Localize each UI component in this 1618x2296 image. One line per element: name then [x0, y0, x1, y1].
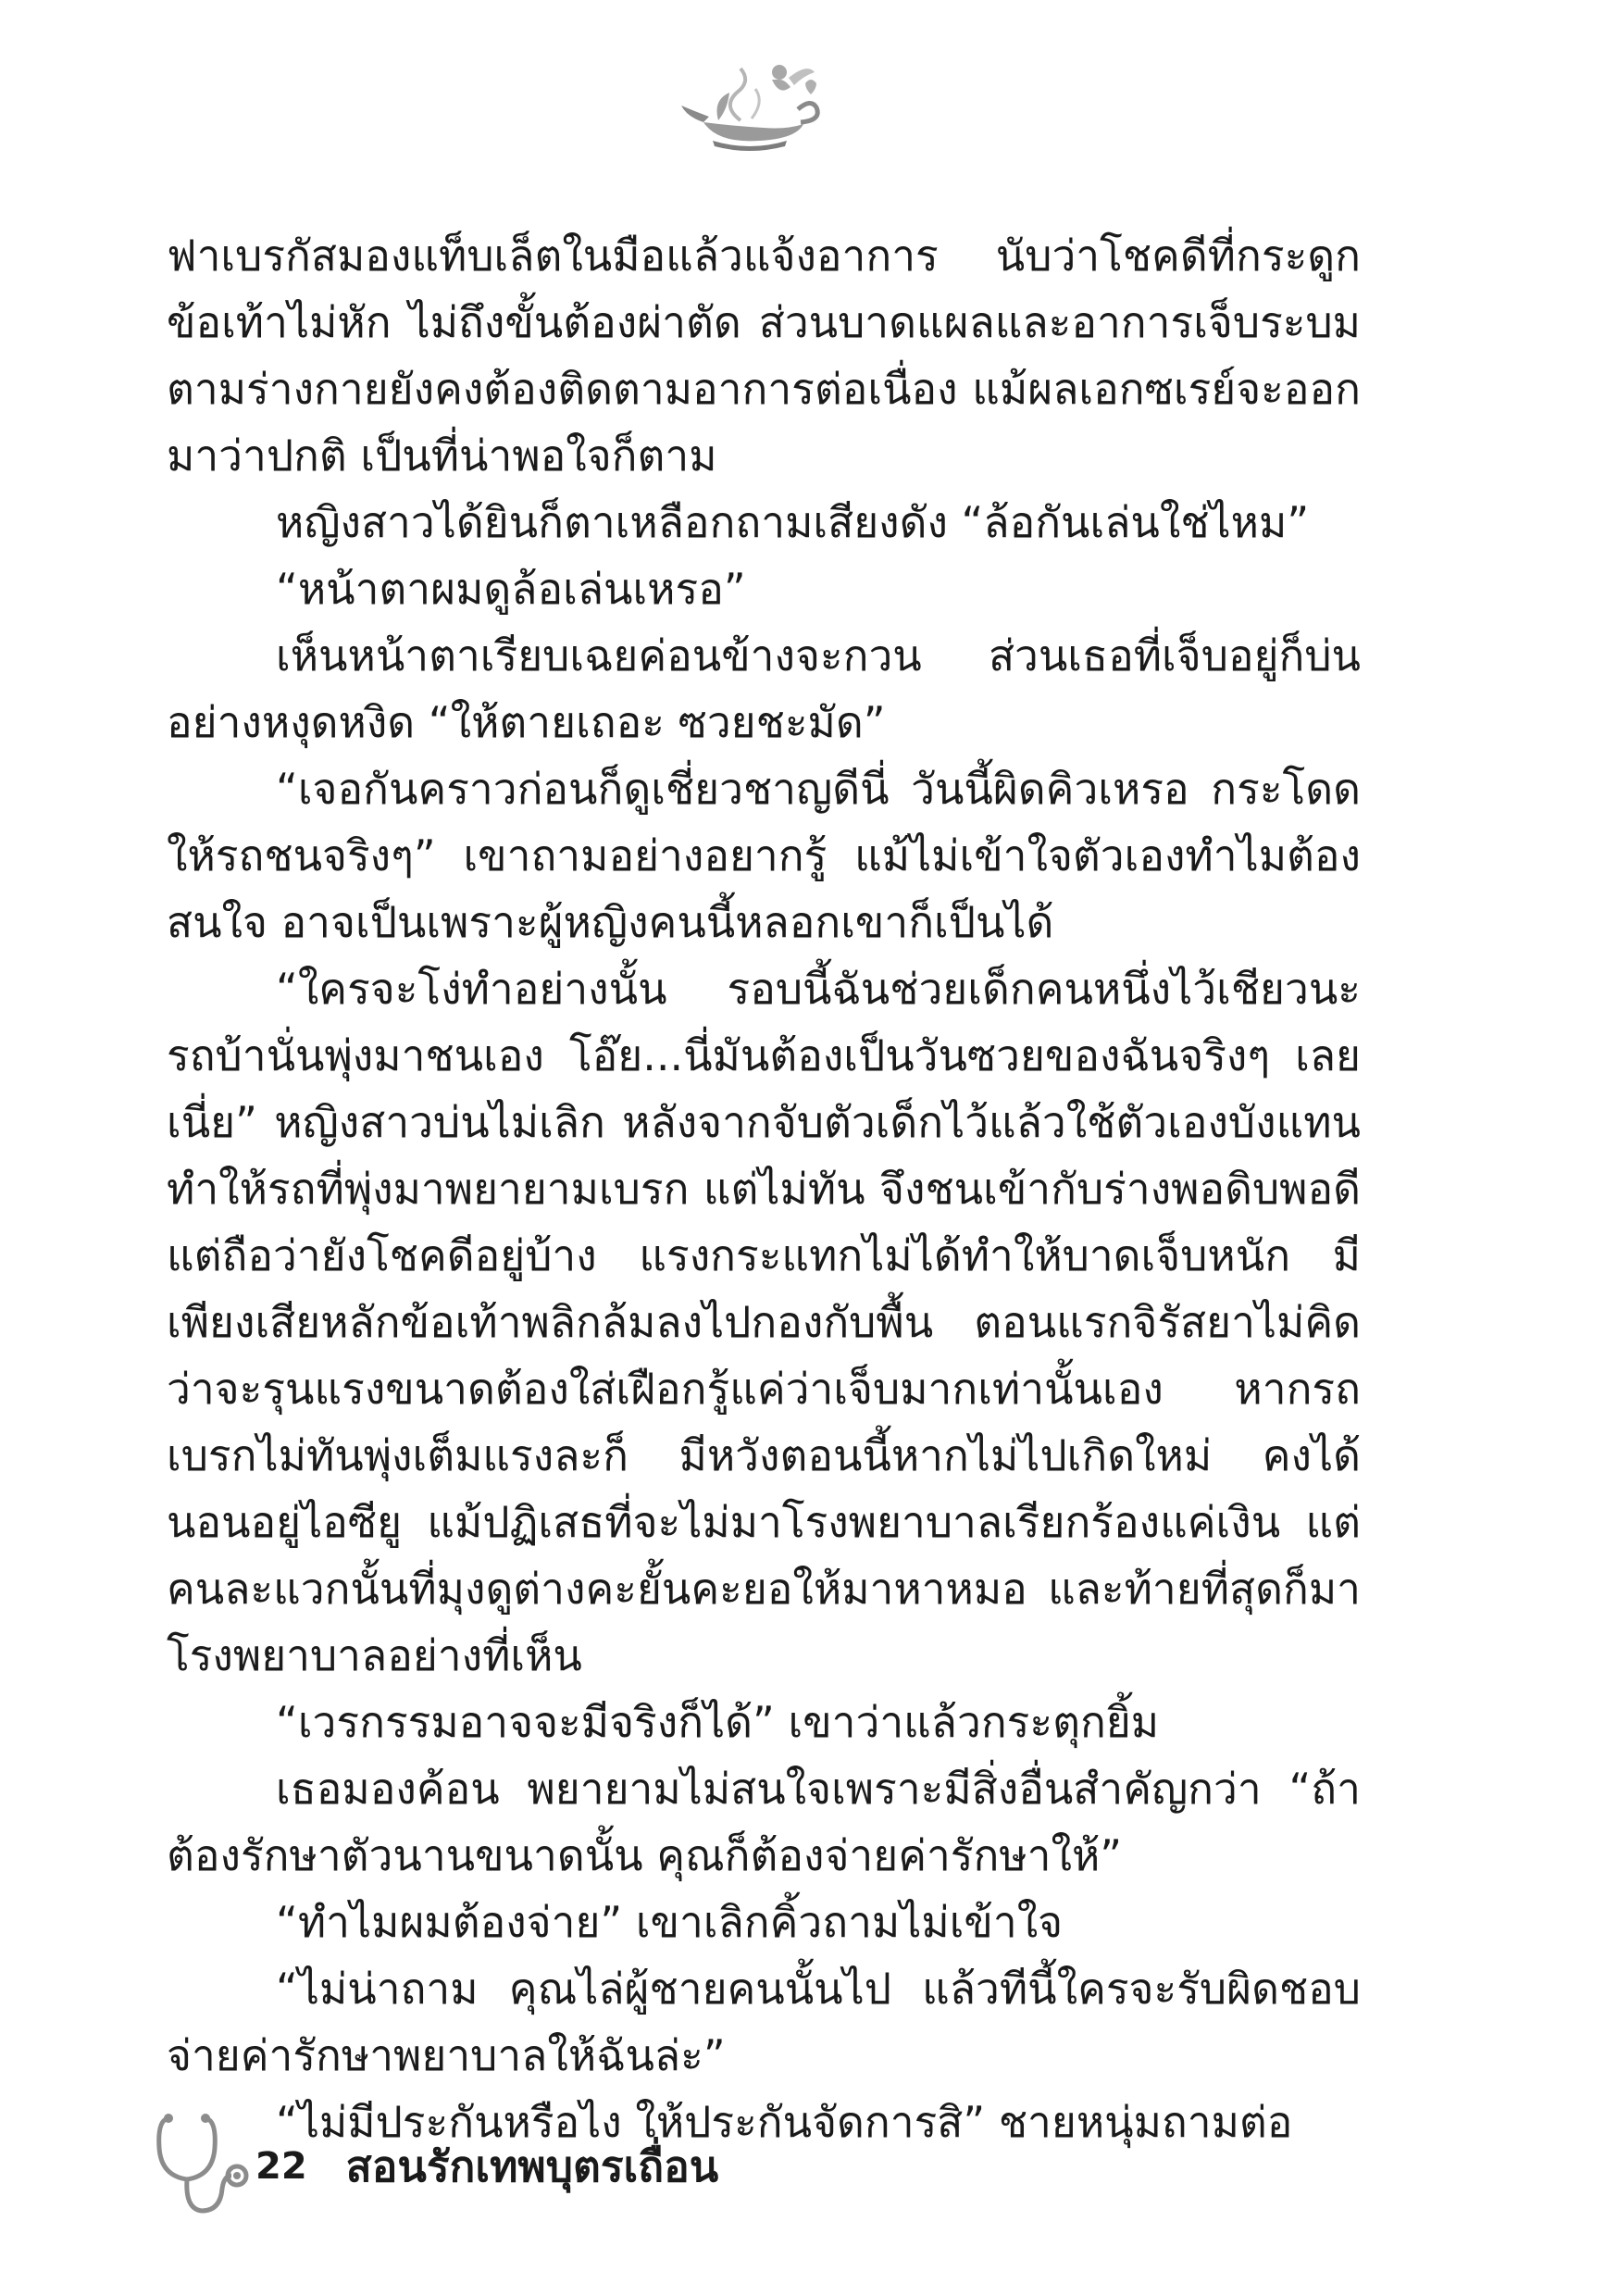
page-footer — [148, 2111, 718, 2222]
paragraph: หญิงสาวได้ยินก็ตาเหลือกถามเสียงดัง “ล้อกันเล่นใช่ไหม” — [276, 497, 1310, 547]
book-title: สอนรักเทพบุตรเถื่อน — [345, 2140, 719, 2191]
paragraph: “ใครจะโง่ทำอย่างนั้น รอบนี้ฉันช่วยเด็กคนหนึ่งไว้เชียวนะ รถบ้านั่นพุ่งมาชนเอง โอ๊ย...นี่มันต้องเป็นวันซวยของฉันจริงๆ เลยเนี่ย” หญิงสาวบ่นไม่เลิก หลังจากจับตัวเด็กไว้แล้วใช้ตัวเองบังแทนทำให้รถที่พุ่งมาพยายามเบรก แต่ไม่ทัน จึงชนเข้ากับร่างพอดิบพอดี แต่ถือว่ายังโชคดีอยู่บ้าง แรงกระแทกไม่ได้ทำให้บาดเจ็บหนัก มีเพียงเสียหลักข้อเท้าพลิกล้มลงไปกองกับพื้น ตอนแรกจิรัสยาไม่คิดว่าจะรุนแรงขนาดต้องใส่เฝือกรู้แค่ว่าเจ็บมากเท่านั้นเอง หากรถเบรกไม่ทันพุ่งเต็มแรงละก็ มีหวังตอนนี้หากไม่ไปเกิดใหม่ คงได้นอนอยู่ไอซียู แม้ปฏิเสธที่จะไม่มาโรงพยาบาลเรียกร้องแค่เงิน แต่คนละแวกนั้นที่มุงดูต่างคะยั้นคะยอให้มาหาหมอ และท้ายที่สุดก็มาโรงพยาบาลอย่างที่เห็น — [167, 964, 1361, 1680]
paragraph: “เจอกันคราวก่อนก็ดูเชี่ยวชาญดีนี่ วันนี้ผิดคิวเหรอ กระโดดให้รถชนจริงๆ” เขาถามอย่างอยากรู้ แม้ไม่เข้าใจตัวเองทำไมต้องสนใจ อาจเป็นเพราะผู้หญิงคนนี้หลอกเขาก็เป็นได้ — [167, 764, 1361, 947]
paragraph: เห็นหน้าตาเรียบเฉยค่อนข้างจะกวน ส่วนเธอที่เจ็บอยู่ก็บ่นอย่างหงุดหงิด “ให้ตายเถอะ ซวยชะมัด” — [167, 630, 1361, 747]
page-number: 22 — [255, 2145, 307, 2188]
paragraph: “ไม่มีประกันหรือไง ให้ประกันจัดการสิ” ชายหนุ่มถามต่อ — [276, 2097, 1293, 2147]
body-text — [167, 222, 1361, 2155]
stethoscope-icon — [148, 2111, 250, 2222]
cupid-lamp-ornament-icon — [676, 56, 824, 157]
paragraph: “ทำไมผมต้องจ่าย” เขาเลิกคิ้วถามไม่เข้าใจ — [276, 1897, 1064, 1947]
paragraph: ฟาเบรกัสมองแท็บเล็ตในมือแล้วแจ้งอาการ นับว่าโชคดีที่กระดูกข้อเท้าไม่หัก ไม่ถึงขั้นต้องผ่าตัด ส่วนบาดแผลและอาการเจ็บระบมตามร่างกายยังคงต้องติดตามอาการต่อเนื่อง แม้ผลเอกซเรย์จะออกมาว่าปกติ เป็นที่น่าพอใจก็ตาม — [167, 231, 1361, 480]
paragraph: เธอมองค้อน พยายามไม่สนใจเพราะมีสิ่งอื่นสำคัญกว่า “ถ้าต้องรักษาตัวนานขนาดนั้น คุณก็ต้องจ่ายค่ารักษาให้” — [167, 1764, 1361, 1880]
paragraph: “หน้าตาผมดูล้อเล่นเหรอ” — [276, 564, 746, 614]
paragraph: “ไม่น่าถาม คุณไล่ผู้ชายคนนั้นไป แล้วทีนี้ใครจะรับผิดชอบจ่ายค่ารักษาพยาบาลให้ฉันล่ะ” — [167, 1964, 1361, 2080]
paragraph: “เวรกรรมอาจจะมีจริงก็ได้” เขาว่าแล้วกระตุกยิ้ม — [276, 1697, 1160, 1747]
